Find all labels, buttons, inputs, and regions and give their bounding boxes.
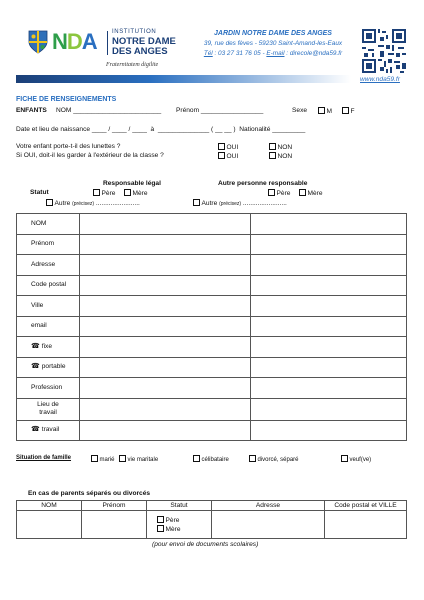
school-name-line2: DES ANGES xyxy=(112,46,168,57)
famille-option-veuf[interactable] xyxy=(341,455,371,463)
sexe-f-label: F xyxy=(350,108,355,115)
garder-non[interactable] xyxy=(269,152,292,160)
row-label-cell xyxy=(17,275,80,296)
row-label-cell xyxy=(17,398,80,420)
logo-letter-n: N xyxy=(52,29,67,54)
row-label: email xyxy=(31,322,47,330)
header-contact xyxy=(178,30,368,57)
mere-label: Mère xyxy=(307,190,323,197)
famille-option-vie-maritale[interactable] xyxy=(119,455,158,463)
jardin-title: JARDIN NOTRE DAME DES ANGES xyxy=(214,30,332,37)
naissance-line[interactable]: Date et lieu de naissance ____ / ____ / ____ à ______________ ( __ __ ) Nationalité _________ xyxy=(16,126,306,133)
autre-responsable-cell[interactable] xyxy=(251,420,407,441)
resp-pere[interactable] xyxy=(93,189,115,197)
autre-label: Autre xyxy=(54,200,71,207)
contact-line xyxy=(178,50,368,57)
statut-label: Statut xyxy=(30,189,49,196)
autre-autre[interactable] xyxy=(193,199,287,207)
prenom-field[interactable]: Prénom _________________ xyxy=(176,107,264,114)
lunettes-non[interactable] xyxy=(269,143,292,151)
qr-code-icon xyxy=(362,29,406,73)
autre-responsable-cell[interactable] xyxy=(251,337,407,358)
separes-title: En cas de parents séparés ou divorcés xyxy=(28,490,151,497)
checkbox-icon xyxy=(91,455,98,462)
famille-option-label: vie maritale xyxy=(127,457,159,463)
oui-label: OUI xyxy=(226,144,239,151)
table-row xyxy=(17,234,407,255)
separes-data-row xyxy=(17,511,407,539)
resp-legal-heading: Responsable légal xyxy=(103,180,161,187)
pere-label: Père xyxy=(276,190,291,197)
logo-letter-d: D xyxy=(66,29,82,54)
phone-icon: ☎ xyxy=(31,426,40,434)
checkbox-icon xyxy=(124,189,131,196)
checkbox-icon xyxy=(157,525,164,532)
mere-label: Mère xyxy=(165,526,181,533)
table-row xyxy=(17,357,407,378)
phone-icon: ☎ xyxy=(31,363,40,371)
famille-option-label: divorcé, séparé xyxy=(257,457,299,463)
separes-statut-mere[interactable] xyxy=(157,525,211,533)
row-label-cell xyxy=(17,214,80,235)
email-label[interactable]: E-mail xyxy=(266,50,285,57)
row-label: travail xyxy=(41,426,60,434)
checkbox-icon xyxy=(269,143,276,150)
tel: : 03 27 31 76 05 - xyxy=(214,50,265,57)
website-link[interactable]: www.nda59.fr xyxy=(360,76,400,83)
responsables-table-body xyxy=(17,214,407,441)
famille-option-label: marié xyxy=(99,457,115,463)
sexe-f[interactable] xyxy=(342,107,355,115)
responsable-legal-cell[interactable] xyxy=(80,275,251,296)
checkbox-icon xyxy=(218,143,225,150)
form-title: FICHE DE RENSEIGNEMENTS xyxy=(16,96,117,103)
autre-resp-heading: Autre personne responsable xyxy=(218,180,308,187)
row-label: Lieu de travail xyxy=(37,401,59,416)
famille-option-marie[interactable] xyxy=(91,455,115,463)
separes-note: (pour envoi de documents scolaires) xyxy=(152,541,259,548)
responsable-legal-cell[interactable] xyxy=(80,214,251,235)
responsable-legal-cell[interactable] xyxy=(80,357,251,378)
sexe-m[interactable] xyxy=(318,107,332,115)
address: 39, rue des fèves - 59230 Saint-Amand-les-Eaux xyxy=(203,40,343,47)
row-label-cell xyxy=(17,378,80,399)
separes-table xyxy=(16,500,407,539)
garder-oui[interactable] xyxy=(218,152,238,160)
checkbox-icon xyxy=(119,455,126,462)
autre-responsable-cell[interactable] xyxy=(251,378,407,399)
table-row xyxy=(17,378,407,399)
row-label-cell xyxy=(17,357,80,378)
separes-header-adresse: Adresse xyxy=(212,501,325,511)
separes-prenom-cell[interactable] xyxy=(82,511,147,539)
row-label: Prénom xyxy=(31,240,55,248)
email[interactable]: : direcole@nda59.fr xyxy=(286,50,343,57)
checkbox-icon xyxy=(268,189,275,196)
precisez-label: (précisez) xyxy=(72,201,95,207)
responsable-legal-cell[interactable] xyxy=(80,296,251,317)
table-row xyxy=(17,316,407,337)
lunettes-oui[interactable] xyxy=(218,143,238,151)
oui-label: OUI xyxy=(226,153,239,160)
nom-field[interactable]: NOM ________________________ xyxy=(56,107,162,114)
row-label: Code postal xyxy=(31,281,67,289)
resp-mere[interactable] xyxy=(124,189,148,197)
responsable-legal-cell[interactable] xyxy=(80,378,251,399)
responsable-legal-cell[interactable] xyxy=(80,420,251,441)
table-row xyxy=(17,398,407,420)
checkbox-icon xyxy=(193,199,200,206)
row-label-cell xyxy=(17,420,80,441)
enfants-line xyxy=(16,107,411,117)
autre-responsable-cell[interactable] xyxy=(251,296,407,317)
autre-responsable-cell[interactable] xyxy=(251,234,407,255)
institution-label: INSTITUTION xyxy=(112,29,157,35)
row-label: fixe xyxy=(41,342,52,350)
separes-code-postal-cell[interactable] xyxy=(325,511,407,539)
separes-header-nom: NOM xyxy=(17,501,82,511)
non-label: NON xyxy=(277,153,293,160)
responsable-legal-cell[interactable] xyxy=(80,398,251,420)
logo-letters xyxy=(52,29,97,55)
autre-responsable-cell[interactable] xyxy=(251,255,407,276)
checkbox-icon xyxy=(249,455,256,462)
separes-statut-pere[interactable] xyxy=(157,516,211,524)
header-bar xyxy=(16,75,351,83)
responsable-legal-cell[interactable] xyxy=(80,255,251,276)
mere-label: Mère xyxy=(132,190,148,197)
separes-header-row xyxy=(17,501,407,511)
separes-header-statut: Statut xyxy=(147,501,212,511)
separes-statut-cell xyxy=(147,511,212,539)
crest-icon xyxy=(28,30,48,54)
row-label-cell xyxy=(17,234,80,255)
responsable-legal-cell[interactable] xyxy=(80,234,251,255)
checkbox-icon xyxy=(318,107,325,114)
enfants-label: ENFANTS xyxy=(16,107,47,114)
famille-options xyxy=(91,455,411,465)
table-row xyxy=(17,275,407,296)
row-label: Ville xyxy=(31,301,44,309)
separes-header-code-postal: Code postal et VILLE xyxy=(325,501,407,511)
lunettes-question: Votre enfant porte-t-il des lunettes ? xyxy=(16,143,121,150)
separes-header-prenom: Prénom xyxy=(82,501,147,511)
checkbox-icon xyxy=(46,199,53,206)
motto: Fraternitatem digilite xyxy=(106,62,159,68)
autre-responsable-cell[interactable] xyxy=(251,275,407,296)
sexe-m-label: M xyxy=(326,108,332,115)
checkbox-icon xyxy=(299,189,306,196)
checkbox-icon xyxy=(93,189,100,196)
separes-nom-cell[interactable] xyxy=(17,511,82,539)
logo-letter-a: A xyxy=(81,29,97,54)
responsables-table xyxy=(16,213,407,441)
row-label: NOM xyxy=(31,219,47,227)
row-label-cell xyxy=(17,316,80,337)
table-row xyxy=(17,296,407,317)
autre-dots: ........................ xyxy=(95,200,140,207)
phone-icon: ☎ xyxy=(31,342,40,350)
autre-responsable-cell[interactable] xyxy=(251,398,407,420)
precisez-label: (précisez) xyxy=(219,201,242,207)
autre-pere[interactable] xyxy=(268,189,290,197)
row-label-cell xyxy=(17,255,80,276)
famille-option-label: veuf(ve) xyxy=(349,457,372,463)
table-row xyxy=(17,337,407,358)
responsable-legal-cell[interactable] xyxy=(80,316,251,337)
famille-option-label: célibataire xyxy=(201,457,229,463)
separes-adresse-cell[interactable] xyxy=(212,511,325,539)
famille-label: Situation de famille xyxy=(16,455,72,461)
checkbox-icon xyxy=(218,152,225,159)
logo-divider xyxy=(107,31,108,55)
responsable-legal-cell[interactable] xyxy=(80,337,251,358)
checkbox-icon xyxy=(269,152,276,159)
checkbox-icon xyxy=(341,455,348,462)
famille-option-celibataire[interactable] xyxy=(193,455,229,463)
row-label-cell xyxy=(17,296,80,317)
autre-dots: ........................ xyxy=(242,200,287,207)
sexe-label: Sexe xyxy=(292,107,308,114)
row-label: portable xyxy=(41,363,66,371)
table-row xyxy=(17,214,407,235)
logo xyxy=(28,29,188,71)
table-row xyxy=(17,255,407,276)
resp-autre[interactable] xyxy=(46,199,140,207)
autre-responsable-cell[interactable] xyxy=(251,214,407,235)
row-label-cell xyxy=(17,337,80,358)
checkbox-icon xyxy=(342,107,349,114)
pere-label: Père xyxy=(165,517,180,524)
checkbox-icon xyxy=(157,516,164,523)
autre-label: Autre xyxy=(201,200,218,207)
row-label: Profession xyxy=(31,383,63,391)
autre-responsable-cell[interactable] xyxy=(251,316,407,337)
famille-option-divorce[interactable] xyxy=(249,455,299,463)
row-label: Adresse xyxy=(31,260,56,268)
non-label: NON xyxy=(277,144,293,151)
checkbox-icon xyxy=(193,455,200,462)
autre-mere[interactable] xyxy=(299,189,323,197)
tel-label: Tél xyxy=(203,50,213,57)
table-row xyxy=(17,420,407,441)
garder-question: Si OUI, doit-il les garder à l'extérieur de la classe ? xyxy=(16,152,164,159)
pere-label: Père xyxy=(101,190,116,197)
autre-responsable-cell[interactable] xyxy=(251,357,407,378)
qr-code[interactable] xyxy=(362,29,406,73)
school-name-line1: NOTRE DAME xyxy=(112,36,176,47)
